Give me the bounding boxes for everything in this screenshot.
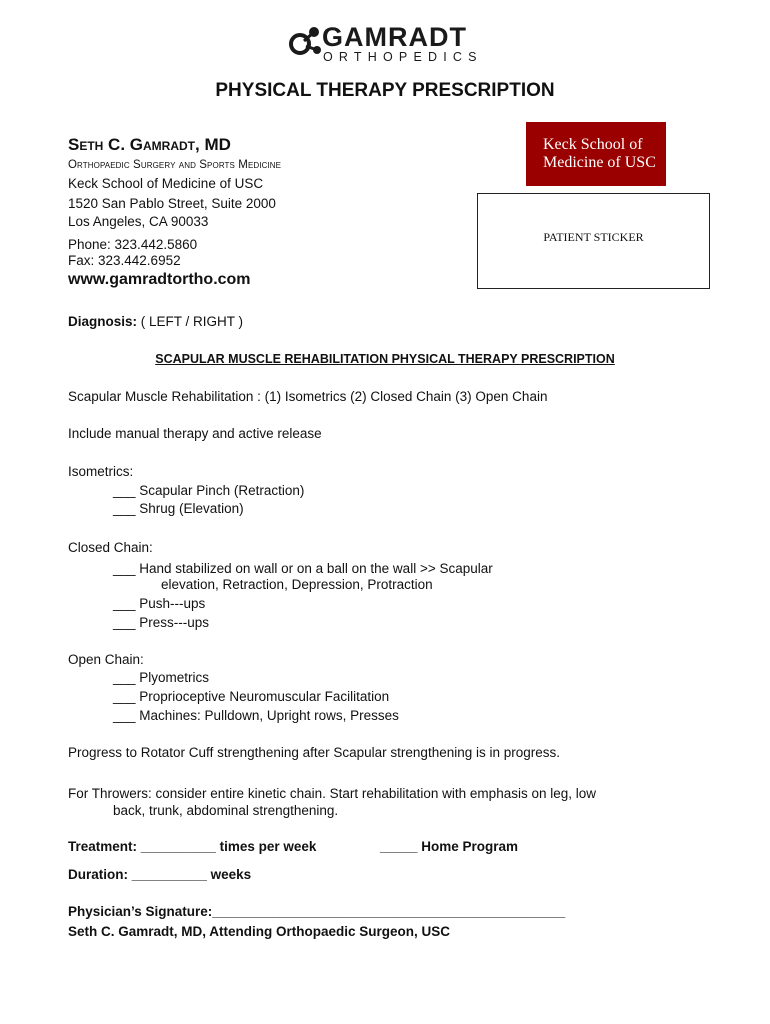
throwers-note-line2: back, trunk, abdominal strengthening. <box>113 803 339 818</box>
open-chain-heading: Open Chain: <box>68 652 144 667</box>
doctor-fax: Fax: 323.442.6952 <box>68 253 181 268</box>
open-chain-item-pnf: ___ Proprioceptive Neuromuscular Facilitation <box>113 689 390 704</box>
intro-line1: Scapular Muscle Rehabilitation : (1) Isometrics (2) Closed Chain (3) Open Chain <box>68 389 548 404</box>
doctor-name: Seth C. Gamradt, MD <box>68 135 231 154</box>
intro-line2: Include manual therapy and active release <box>68 426 322 441</box>
closed-chain-heading: Closed Chain: <box>68 540 153 555</box>
doctor-institution: Keck School of Medicine of USC <box>68 176 264 191</box>
diagnosis-label: Diagnosis: <box>68 314 138 329</box>
isometrics-heading: Isometrics: <box>68 464 134 479</box>
home-program-field[interactable]: _____ Home Program <box>380 839 519 854</box>
closed-chain-item-hand-stabilized: ___ Hand stabilized on wall or on a ball on the wall >> Scapular <box>113 561 493 576</box>
diagnosis-row <box>68 314 243 329</box>
physician-signature-name: Seth C. Gamradt, MD, Attending Orthopaedic Surgeon, USC <box>68 924 451 939</box>
doctor-website-link[interactable]: www.gamradtortho.com <box>68 271 251 288</box>
closed-chain-item-pressups: ___ Press---ups <box>113 615 210 630</box>
keck-logo-line2: Medicine of USC <box>543 154 656 171</box>
physician-signature-field[interactable]: Physician’s Signature:_______________________________________________ <box>68 904 566 919</box>
patient-sticker-box <box>477 193 710 289</box>
page-title: PHYSICAL THERAPY PRESCRIPTION <box>215 80 555 101</box>
open-chain-item-machines: ___ Machines: Pulldown, Upright rows, Presses <box>113 708 399 723</box>
treatment-frequency-field[interactable]: Treatment: __________ times per week <box>68 839 317 854</box>
isometrics-item-shrug: ___ Shrug (Elevation) <box>113 501 244 516</box>
progress-note: Progress to Rotator Cuff strengthening after Scapular strengthening is in progress. <box>68 745 561 760</box>
doctor-specialty: Orthopaedic Surgery and Sports Medicine <box>68 159 282 171</box>
keck-school-logo <box>526 122 666 186</box>
doctor-phone: Phone: 323.442.5860 <box>68 237 198 252</box>
doctor-address-line2: Los Angeles, CA 90033 <box>68 214 209 229</box>
closed-chain-item-pushups: ___ Push---ups <box>113 596 206 611</box>
closed-chain-item-hand-stabilized-cont: elevation, Retraction, Depression, Protraction <box>161 577 433 592</box>
keck-logo-line1: Keck School of <box>543 136 643 153</box>
isometrics-item-scapular-pinch: ___ Scapular Pinch (Retraction) <box>113 483 305 498</box>
throwers-note-line1: For Throwers: consider entire kinetic chain. Start rehabilitation with emphasis on leg, low <box>68 786 596 801</box>
diagnosis-value: ( LEFT / RIGHT ) <box>140 314 244 329</box>
logo-subtitle: ORTHOPEDICS <box>323 50 483 64</box>
doctor-address-line1: 1520 San Pablo Street, Suite 2000 <box>68 196 276 211</box>
duration-field[interactable]: Duration: __________ weeks <box>68 867 252 882</box>
logo-name: GAMRADT <box>322 22 467 52</box>
patient-sticker-label: PATIENT STICKER <box>543 230 644 244</box>
section-title: SCAPULAR MUSCLE REHABILITATION PHYSICAL THERAPY PRESCRIPTION <box>155 352 615 366</box>
open-chain-item-plyometrics: ___ Plyometrics <box>113 670 210 685</box>
